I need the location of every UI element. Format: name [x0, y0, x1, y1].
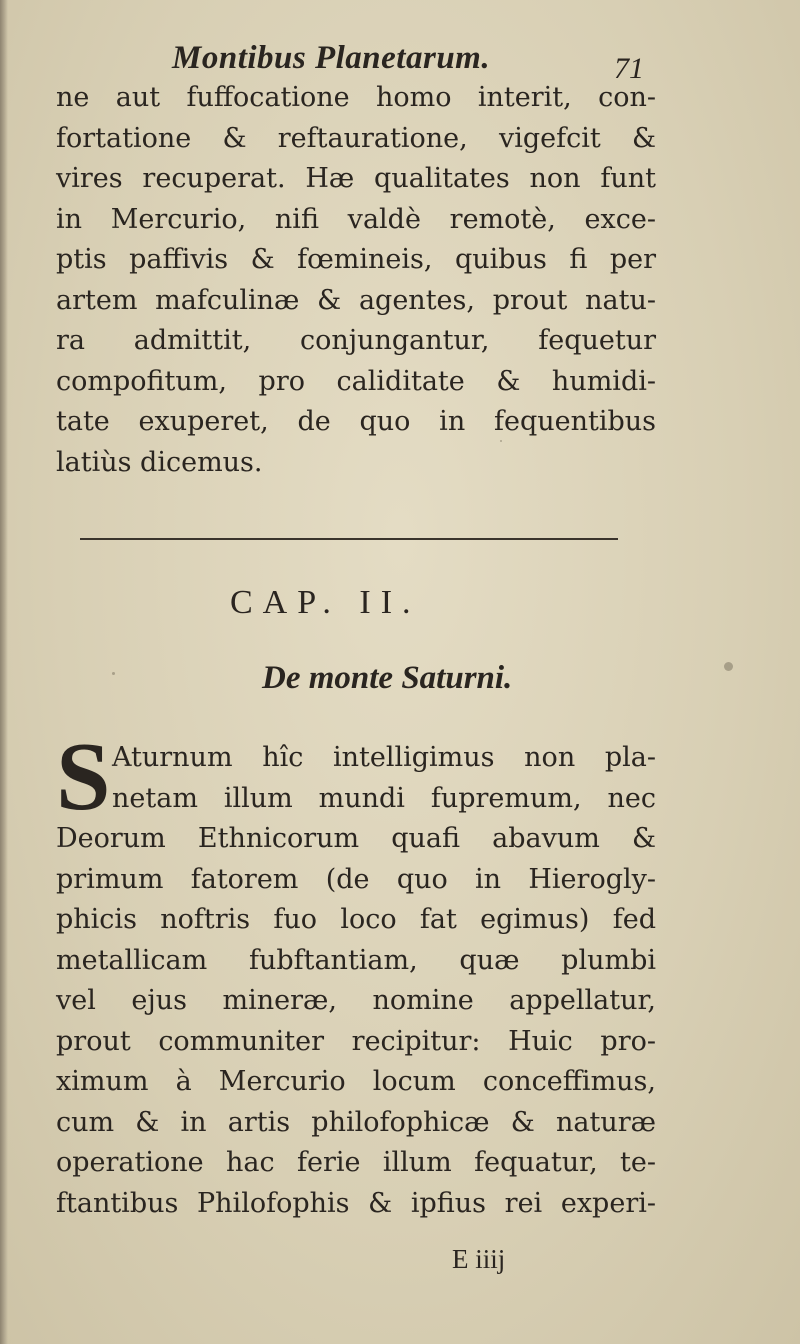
text-line: tate exuperet, de quo in fequentibus: [56, 406, 656, 437]
text-line: netam illum mundi fupremum, nec: [112, 782, 656, 814]
text-line: compofitum, pro caliditate & humidi-: [56, 365, 656, 397]
page-number: 71: [614, 52, 644, 85]
text-line: primum fatorem (de quo in Hierogly-: [56, 863, 656, 895]
text-line: fortatione & reftauratione, vigefcit &: [56, 122, 656, 154]
paragraph-continued: [56, 78, 656, 483]
chapter-heading: CAP. II.: [230, 584, 421, 621]
paper-speck: [500, 440, 502, 442]
text-line: metallicam fubftantiam, quæ plumbi: [56, 944, 656, 976]
section-divider: [80, 538, 618, 540]
text-line: operatione hac ferie illum fequatur, te-: [56, 1147, 656, 1178]
signature-mark: E iiij: [452, 1244, 506, 1274]
text-line: vires recuperat. Hæ qualitates non funt: [56, 163, 656, 194]
chapter-subtitle: De monte Saturni.: [262, 660, 513, 696]
drop-cap: S: [56, 723, 111, 831]
text-line: ne aut fuffocatione homo interit, con-: [56, 82, 656, 113]
text-line: artem mafculinæ & agentes, prout natu-: [56, 284, 656, 316]
text-line: in Mercurio, nifi valdè remotè, exce-: [56, 203, 656, 235]
text-line: Deorum Ethnicorum quafi abavum &: [56, 823, 656, 854]
text-line: ra admittit, conjungantur, fequetur: [56, 325, 656, 356]
running-head: Montibus Planetarum.: [172, 40, 491, 76]
text-line: cum & in artis philofophicæ & naturæ: [56, 1106, 656, 1138]
paper-speck: [112, 672, 115, 675]
page-gutter-shadow: [0, 0, 8, 1344]
text-line: latiùs dicemus.: [56, 446, 263, 478]
paper-speck: [724, 662, 733, 671]
text-line: ximum à Mercurio locum conceffimus,: [56, 1066, 656, 1097]
text-line: prout communiter recipitur: Huic pro-: [56, 1025, 656, 1057]
text-line: ftantibus Philofophis & ipfius rei experi-: [56, 1187, 656, 1219]
text-line: vel ejus mineræ, nomine appellatur,: [56, 985, 656, 1016]
paragraph-saturn: [56, 738, 656, 1224]
text-line: phicis noftris fuo loco fat egimus) fed: [56, 904, 656, 935]
text-line: Aturnum hîc intelligimus non pla-: [112, 742, 656, 773]
text-line: ptis paffivis & fœmineis, quibus fi per: [56, 244, 656, 275]
